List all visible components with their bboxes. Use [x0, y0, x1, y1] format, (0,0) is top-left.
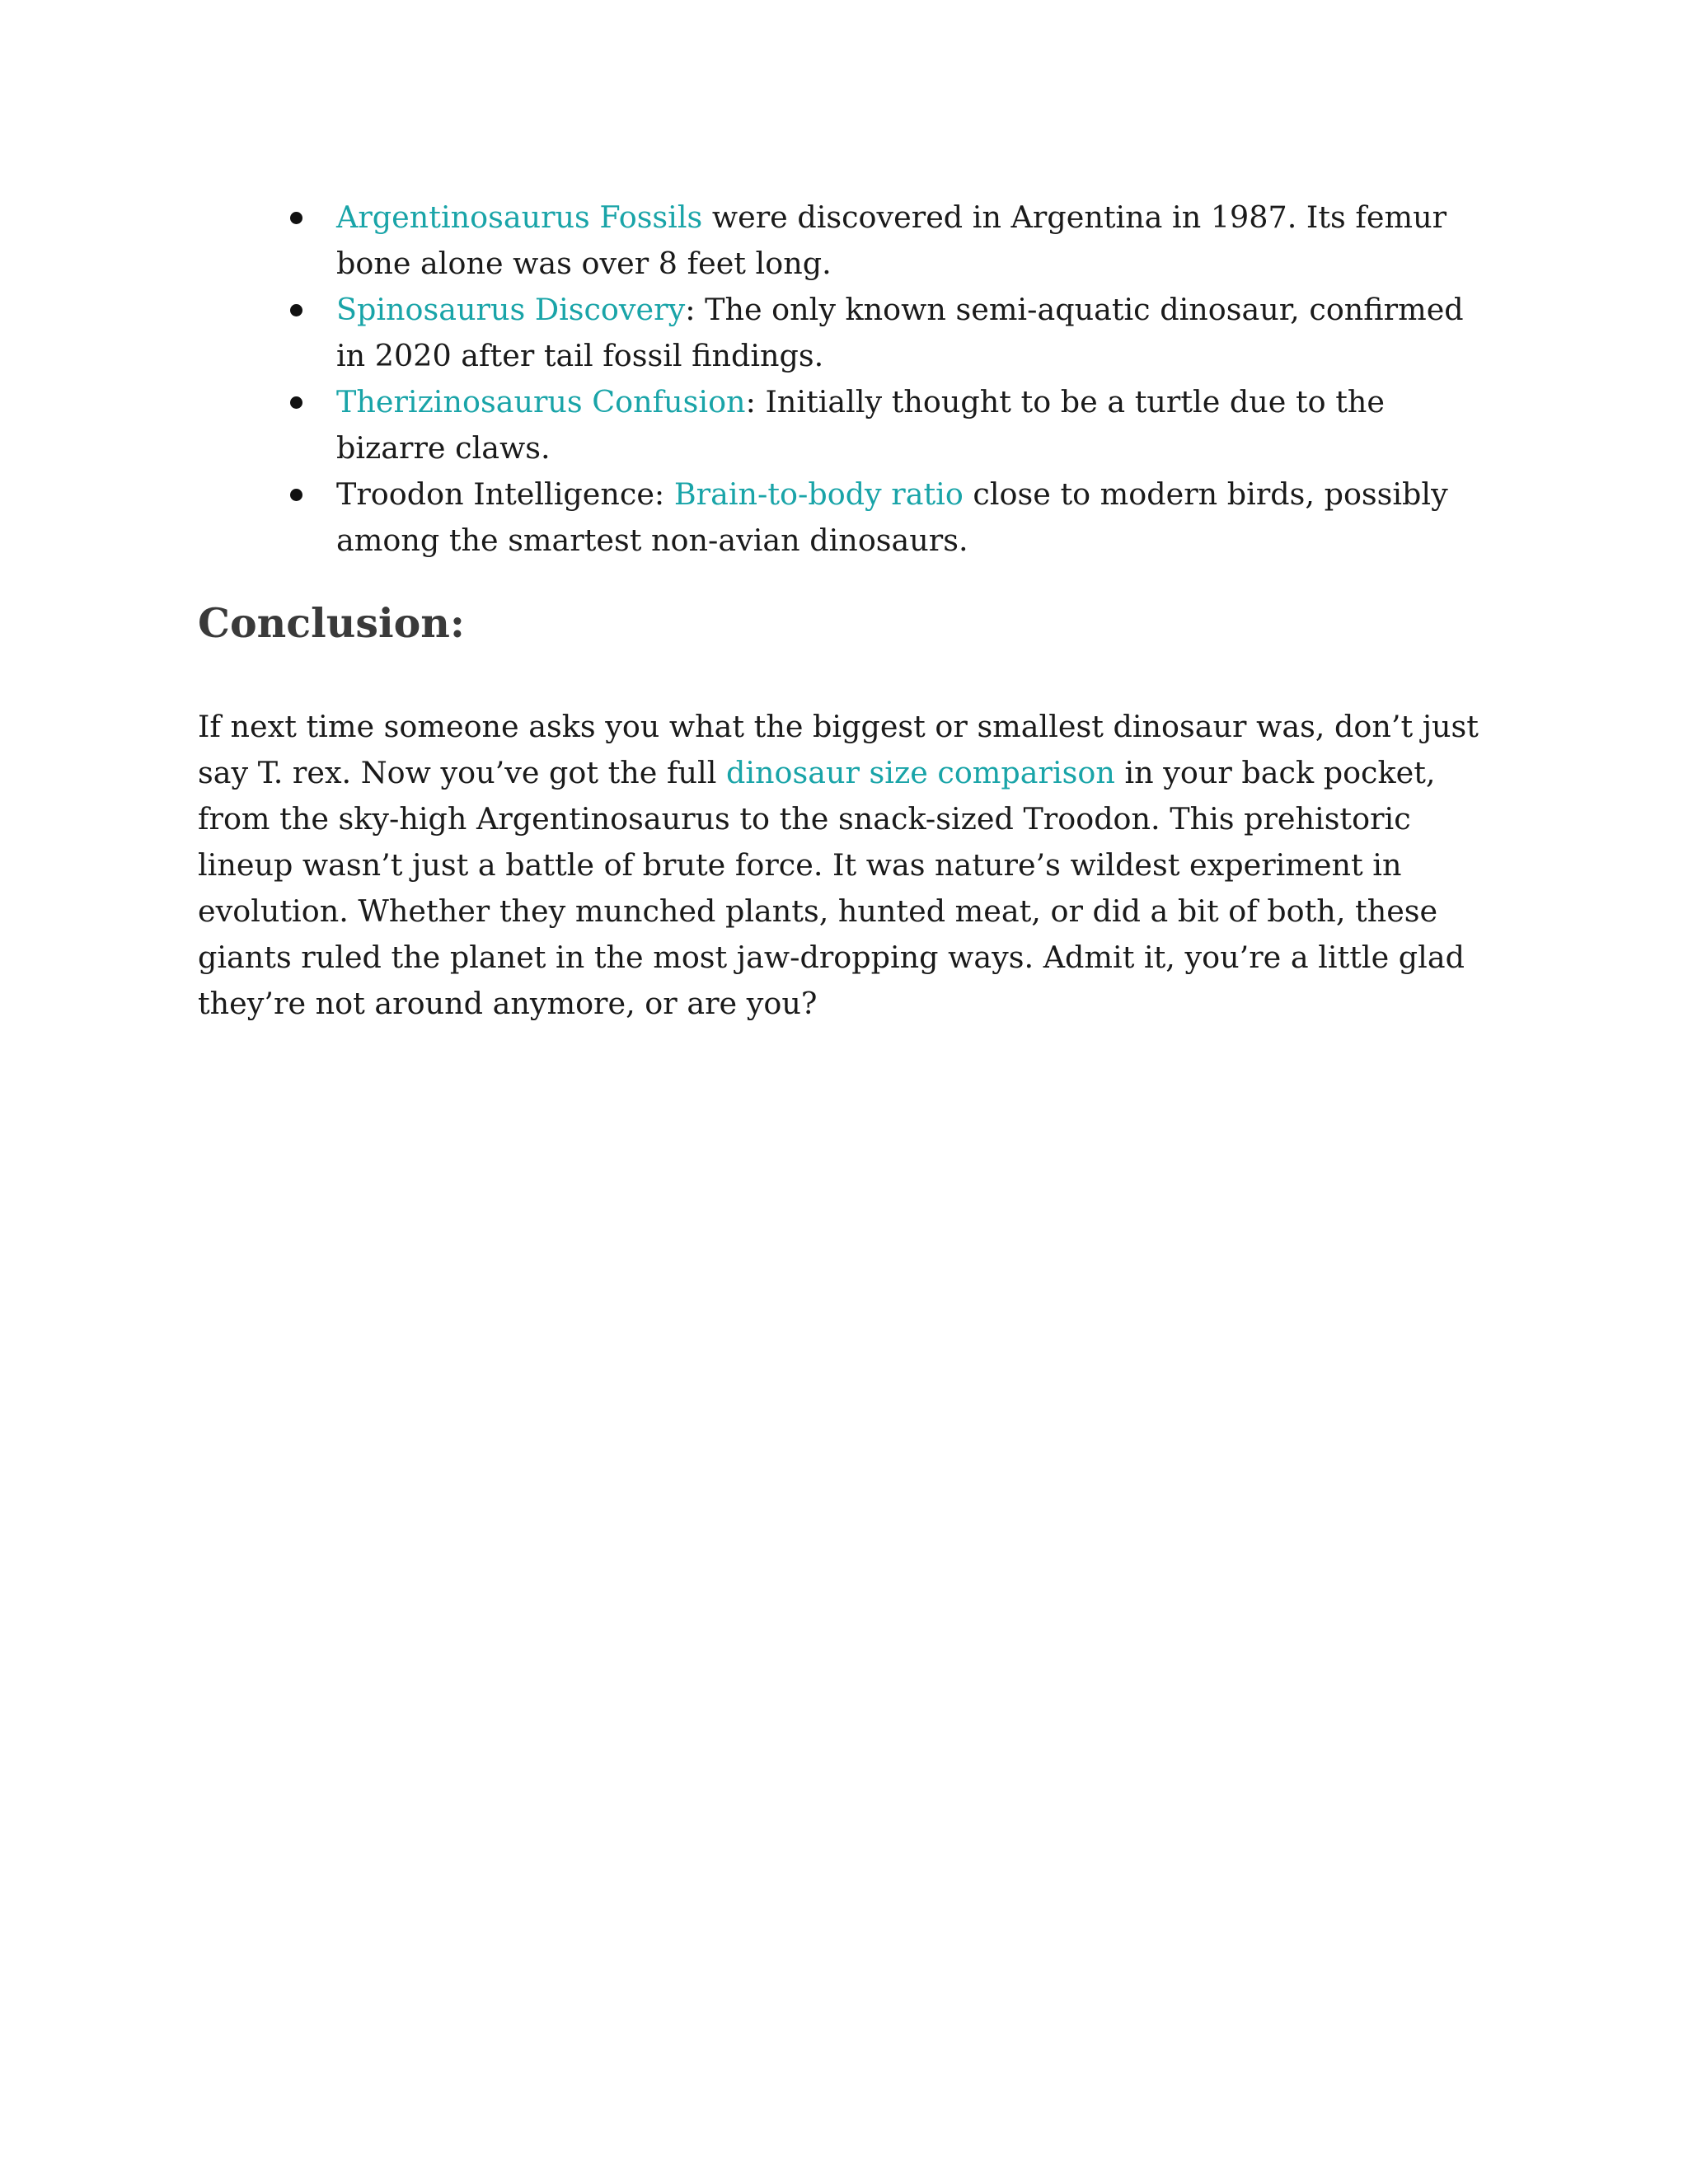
conclusion-paragraph: [198, 704, 1508, 1027]
facts-list: [198, 194, 1500, 564]
document-page: [198, 194, 1500, 1027]
link-spinosaurus-discovery[interactable]: Spinosaurus Discovery: [336, 292, 686, 327]
list-item-text: were discovered in Argentina in 1987. Its femur bone alone was over 8 feet long.: [336, 199, 1447, 281]
list-item: [336, 287, 1500, 379]
list-item-text: : The only known semi-aquatic dinosaur, confirmed in 2020 after tail fossil findings.: [336, 292, 1464, 373]
conclusion-heading: Conclusion:: [198, 599, 465, 647]
bullet-icon: [290, 304, 302, 316]
list-item: [336, 379, 1500, 471]
link-brain-to-body-ratio[interactable]: Brain-to-body ratio: [673, 476, 964, 512]
bullet-icon: [290, 489, 302, 501]
list-item: [336, 471, 1500, 564]
link-therizinosaurus-confusion[interactable]: Therizinosaurus Confusion: [336, 384, 746, 419]
bullet-icon: [290, 396, 302, 409]
link-dinosaur-size-comparison[interactable]: dinosaur size comparison: [725, 755, 1115, 790]
link-argentinosaurus-fossils[interactable]: Argentinosaurus Fossils: [336, 199, 703, 235]
bullet-icon: [290, 212, 302, 224]
list-item-text: close to modern birds, possibly among the smartest non-avian dinosaurs.: [336, 476, 1448, 558]
conclusion-text-start: If next time someone asks you what the biggest or smallest dinosaur was, don’t just say T. rex. Now you’ve got the full: [198, 709, 1479, 790]
list-item-text: : Initially thought to be a turtle due to the bizarre claws.: [336, 384, 1385, 466]
list-item-lead-text: Troodon Intelligence:: [336, 476, 674, 512]
conclusion-text-end: in your back pocket, from the sky-high Argentinosaurus to the snack-sized Troodon. This prehistoric lineup wasn’t just a battle of brute force. It was nature’s wildest experiment in evolution. Whether they munched plants, hunted meat, or did a bit of both, these giants ruled the planet in the most jaw-dropping ways. Admit it, you’re a little glad they’re not around anymore, or are you?: [198, 755, 1465, 1021]
list-item: [336, 194, 1500, 287]
